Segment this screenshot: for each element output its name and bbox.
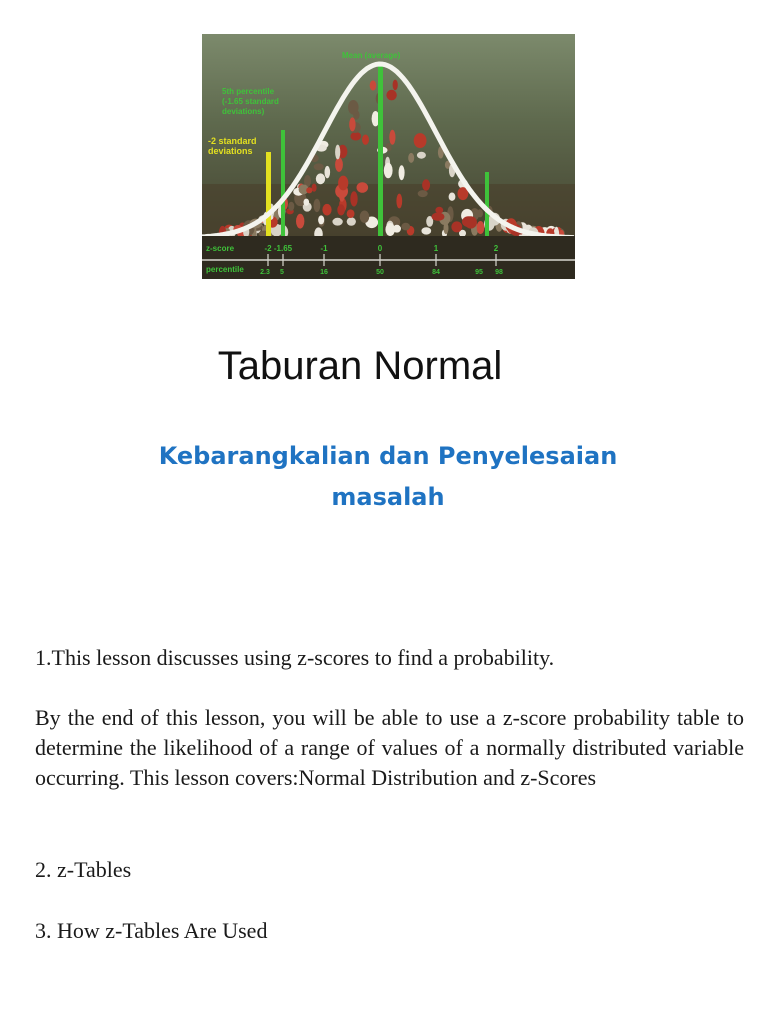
paragraph-1: 1.This lesson discusses using z-scores to find a probability. [35, 645, 555, 670]
person-figure [335, 145, 340, 160]
minus-2-sd-line [266, 152, 271, 238]
std2-label-2: deviations [208, 146, 253, 156]
paragraph-3: 2. z-Tables [35, 857, 132, 882]
person-figure [360, 211, 370, 223]
person-figure [325, 166, 331, 178]
paragraph-2: By the end of this lesson, you will be able to use a z-score probability table to determine the likelihood of a range of values of a normally distributed variable occurring. This lesson covers:Normal Distribution and z-Scores [35, 705, 744, 790]
page-subtitle: Kebarangkalian dan Penyelesaian masalah [158, 442, 618, 511]
person-figure [477, 221, 485, 234]
person-figure [347, 217, 356, 225]
zscore-row-label: z-score [206, 244, 235, 253]
person-figure [435, 207, 443, 214]
person-figure [422, 179, 430, 190]
percentile-tick-label: 98 [495, 269, 503, 276]
person-figure [414, 133, 427, 148]
person-figure [444, 222, 449, 234]
person-figure [349, 117, 355, 131]
person-figure [296, 214, 304, 229]
person-figure [362, 135, 369, 145]
person-figure [386, 90, 396, 101]
mean-label: Mean (average) [342, 51, 401, 60]
percentile-tick-label: 5 [280, 269, 284, 276]
axis-band [202, 236, 575, 279]
normal-distribution-photo [202, 34, 575, 279]
person-figure [399, 165, 405, 180]
person-figure [288, 202, 294, 211]
bell-curve-figure [202, 34, 575, 279]
person-figure [335, 157, 343, 172]
z-tick-label: 1 [433, 244, 439, 253]
person-figure [338, 176, 348, 191]
percentile-95-line [485, 172, 489, 238]
person-figure [408, 153, 414, 163]
person-figure [350, 132, 361, 141]
z-tick-label: -1.65 [273, 244, 293, 253]
person-figure [314, 199, 321, 212]
person-figure [432, 213, 445, 221]
std2-label-1: -2 standard [208, 136, 257, 146]
percentile-tick-label: 50 [376, 269, 384, 276]
percentile-tick-label: 16 [320, 269, 328, 276]
person-figure [462, 216, 475, 227]
person-figure [318, 215, 324, 224]
paragraph-4: 3. How z-Tables Are Used [35, 918, 268, 943]
person-figure [389, 130, 395, 145]
percentile5-label-3: deviations) [222, 107, 265, 116]
person-figure [350, 191, 357, 206]
person-figure [384, 163, 393, 178]
person-figure [337, 204, 345, 215]
person-figure [322, 204, 331, 216]
percentile-row-label: percentile [206, 265, 244, 274]
percentile-tick-label: 84 [432, 269, 440, 276]
person-figure [449, 193, 456, 201]
z-tick-label: 2 [493, 244, 499, 253]
percentile5-label-1: 5th percentile [222, 87, 275, 96]
z-tick-label: -1 [320, 244, 328, 253]
person-figure [304, 199, 310, 206]
person-figure [314, 163, 324, 170]
person-figure [316, 173, 325, 184]
person-figure [332, 218, 342, 226]
person-figure [370, 80, 377, 90]
person-figure [348, 100, 359, 115]
person-figure [451, 221, 462, 232]
person-figure [357, 182, 369, 193]
person-figure [385, 223, 395, 236]
person-figure [401, 223, 410, 231]
person-figure [396, 194, 402, 209]
person-figure [418, 190, 428, 197]
person-figure [306, 187, 312, 193]
mean-line [378, 62, 383, 238]
percentile-tick-label: 95 [475, 269, 483, 276]
person-figure [421, 227, 431, 234]
person-figure [347, 209, 355, 218]
z-tick-label: 0 [377, 244, 383, 253]
percentile-5-line [281, 130, 285, 238]
z-tick-label: -2 [264, 244, 272, 253]
person-figure [417, 152, 426, 159]
page-title: Taburan Normal [217, 344, 503, 388]
percentile5-label-2: (-1.65 standard [222, 97, 279, 106]
person-figure [393, 80, 398, 91]
percentile-tick-label: 2.3 [260, 269, 270, 276]
